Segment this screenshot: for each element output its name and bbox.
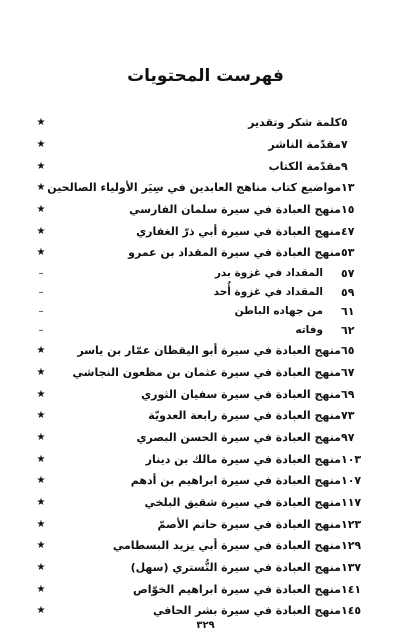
toc-entry-page: ٦٩ (341, 387, 355, 401)
toc-entry-page: ٥٩ (341, 285, 355, 299)
toc-entry-page: ٤٧ (341, 224, 355, 238)
toc-entry (34, 340, 377, 362)
toc-entry-label: منهج العبادة في سيرة أبي يزيد البسطامي (112, 539, 341, 553)
dash-bullet: – (38, 324, 44, 336)
toc-entry (34, 405, 377, 427)
toc-entry-page: ٧ (341, 138, 348, 152)
toc-entry-page: ١٢٩ (341, 539, 362, 553)
toc-entry-page: ٦١ (341, 304, 355, 318)
toc-entry-label: منهج العبادة في سيرة ابراهيم بن أدهم (130, 474, 341, 488)
star-bullet-icon: ★ (36, 431, 46, 443)
star-bullet-icon: ★ (36, 518, 46, 530)
toc-entry-page: ٩ (341, 159, 348, 173)
toc-entry (34, 492, 377, 514)
star-bullet-icon: ★ (36, 160, 46, 172)
toc-entry (34, 578, 377, 600)
toc-entry-page: ١٤٥ (341, 604, 362, 618)
dash-bullet: – (38, 305, 44, 317)
star-bullet-icon: ★ (36, 410, 46, 422)
toc-entry-label: منهج العبادة في سيرة سلمان الفارسي (129, 203, 341, 217)
star-bullet-icon: ★ (36, 583, 46, 595)
star-bullet-icon: ★ (36, 388, 46, 400)
toc-entry (34, 427, 377, 449)
page-title: فهرست المحتويات (127, 66, 284, 86)
toc-entry (34, 199, 377, 221)
toc-entry (34, 112, 377, 134)
toc-entry-label: منهج العبادة في سيرة ابراهيم الخوّاص (132, 582, 341, 596)
toc-entry (34, 177, 377, 199)
star-bullet-icon: ★ (36, 453, 46, 465)
toc-entry-label: منهج العبادة في سيرة الحسن البصري (136, 430, 341, 444)
toc-entry-page: ٦٧ (341, 365, 355, 379)
toc-entry-page: ٧٣ (341, 409, 355, 423)
toc-entry (34, 557, 377, 579)
toc-entry (34, 362, 377, 384)
toc-entry-label: منهج العبادة في سيرة رابعة العدويّة (148, 409, 341, 423)
toc-entry-page: ٦٥ (341, 344, 355, 358)
toc-entry-page: ١٠٣ (341, 452, 362, 466)
toc-entry-page: ١٥ (341, 203, 355, 217)
star-bullet-icon: ★ (36, 540, 46, 552)
toc-subentry (34, 302, 377, 321)
dash-bullet: – (38, 267, 44, 279)
toc-entry-page: ٥٧ (341, 266, 355, 280)
toc-entry-label: منهج العبادة في سيرة مالك بن دينار (145, 452, 341, 466)
toc-entry (34, 383, 377, 405)
toc-entry-page: ١٠٧ (341, 474, 362, 488)
star-bullet-icon: ★ (36, 139, 46, 151)
toc-entry (34, 448, 377, 470)
toc-entry (34, 535, 377, 557)
toc-subentry (34, 321, 377, 340)
toc-entry-page: ١٣ (341, 181, 355, 195)
toc-entry-label: مقدّمة الكتاب (268, 159, 341, 173)
toc-entry-label: وفاته (295, 324, 323, 337)
toc-entry (34, 470, 377, 492)
toc-subentry (34, 264, 377, 283)
toc-entry-label: المقداد في غزوة أُحد (213, 286, 323, 299)
star-bullet-icon: ★ (36, 117, 46, 129)
table-of-contents (34, 112, 377, 622)
toc-entry-page: ١٢٣ (341, 517, 362, 531)
toc-entry-label: منهج العبادة في سيرة المقداد بن عمرو (128, 246, 341, 260)
star-bullet-icon: ★ (36, 605, 46, 617)
toc-entry-label: منهج العبادة في سيرة سفيان الثوري (141, 387, 341, 401)
toc-entry-page: ٥٣ (341, 246, 355, 260)
star-bullet-icon: ★ (36, 247, 46, 259)
toc-entry-label: مقدّمة الناشر (268, 138, 341, 152)
toc-entry (34, 242, 377, 264)
star-bullet-icon: ★ (36, 496, 46, 508)
dash-bullet: – (38, 286, 44, 298)
toc-entry-label: منهج العبادة في سيرة التُّستري (سهل) (130, 561, 341, 575)
toc-entry-label: منهج العبادة في سيرة حاتم الأصمّ (157, 517, 341, 531)
toc-entry (34, 134, 377, 156)
toc-entry (34, 220, 377, 242)
toc-entry-label: مواضيع كتاب مناهج العابدين في سِيَر الأولياء الصالحين (47, 181, 341, 195)
toc-entry-label: منهج العبادة في سيرة شقيق البلخي (144, 495, 341, 509)
toc-entry-page: ١١٧ (341, 495, 362, 509)
toc-entry-label: كلمة شكر وتقدير (248, 116, 341, 130)
star-bullet-icon: ★ (36, 345, 46, 357)
toc-entry-page: ٥ (341, 116, 348, 130)
toc-entry-label: منهج العبادة في سيرة عثمان بن مظعون النجاشي (72, 365, 341, 379)
toc-entry-label: المقداد في غزوة بدر (214, 267, 323, 280)
toc-entry-label: منهج العبادة في سيرة أبو اليقظان عمّار بن ياسر (77, 344, 341, 358)
toc-entry-page: ٩٧ (341, 430, 355, 444)
star-bullet-icon: ★ (36, 475, 46, 487)
toc-entry-label: منهج العبادة في سيرة بشر الحافي (153, 604, 341, 618)
star-bullet-icon: ★ (36, 562, 46, 574)
toc-entry-page: ١٤١ (341, 582, 362, 596)
toc-entry (34, 600, 377, 622)
star-bullet-icon: ★ (36, 366, 46, 378)
toc-entry (34, 513, 377, 535)
page-number-footer: ٣٢٩ (196, 620, 215, 631)
toc-subentry (34, 283, 377, 302)
toc-entry-label: منهج العبادة في سيرة أبي ذرّ الغفاري (136, 224, 341, 238)
toc-entry-page: ٦٢ (341, 323, 355, 337)
star-bullet-icon: ★ (36, 225, 46, 237)
toc-entry-label: من جهاده الباطن (234, 305, 323, 318)
toc-entry (34, 155, 377, 177)
star-bullet-icon: ★ (36, 204, 46, 216)
star-bullet-icon: ★ (36, 182, 46, 194)
toc-entry-page: ١٣٧ (341, 561, 362, 575)
